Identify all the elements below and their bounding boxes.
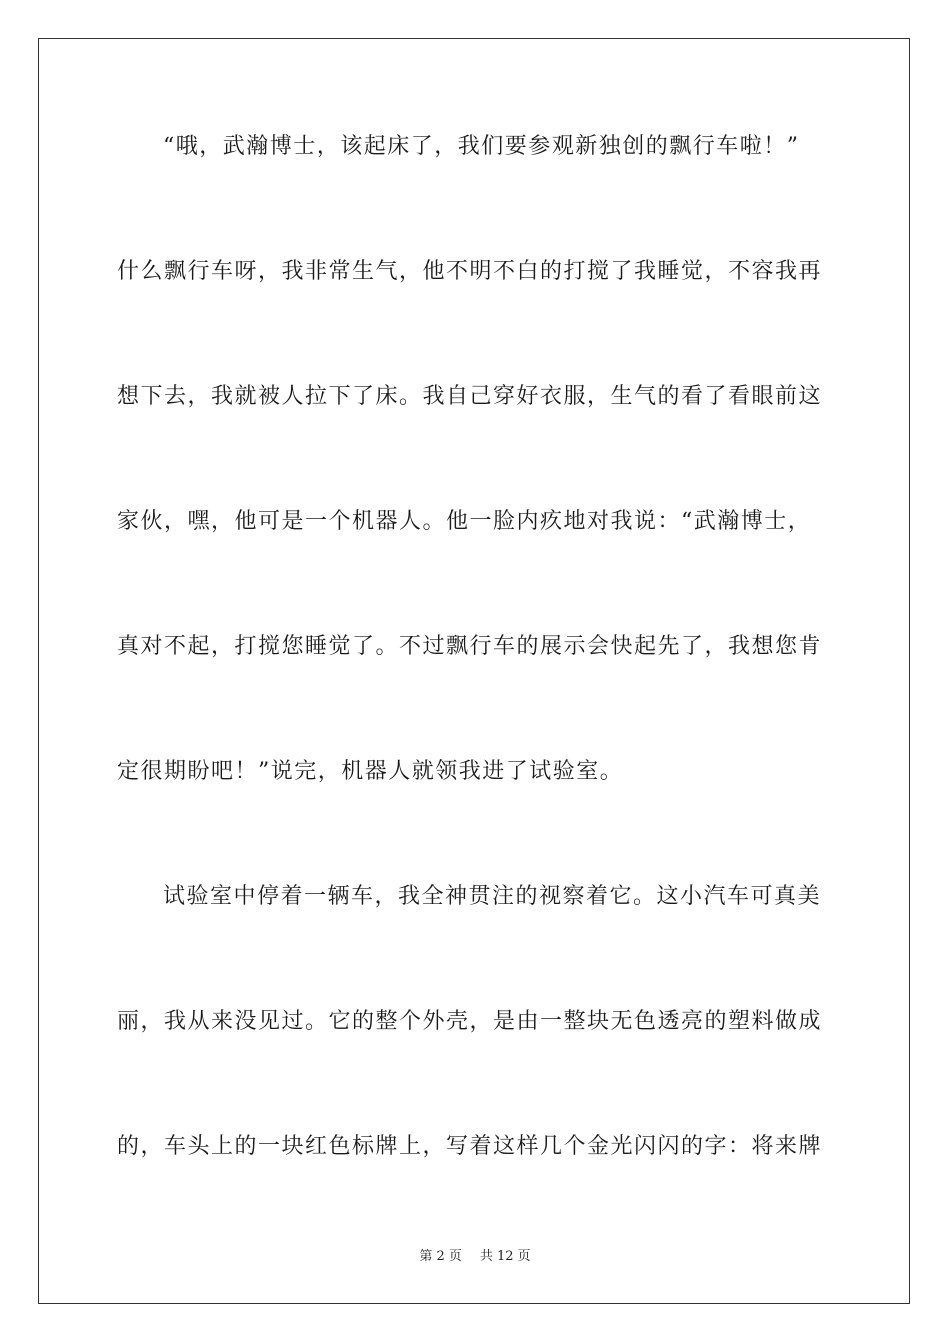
page-total: 共 12 页 [479,1249,531,1264]
paragraph-line-2: 什么飘行车呀，我非常生气，他不明不白的打搅了我睡觉，不容我再 [117,259,823,284]
page-footer [0,1248,950,1266]
paragraph-line-4: 家伙，嘿，他可是一个机器人。他一脸内疚地对我说：“武瀚博士， [117,509,812,534]
paragraph-line-6: 定很期盼吧！”说完，机器人就领我进了试验室。 [117,759,624,784]
paragraph-line-5: 真对不起，打搅您睡觉了。不过飘行车的展示会快起先了，我想您肯 [117,634,823,659]
page-number: 第 2 页 [419,1249,462,1264]
paragraph-line-7: 试验室中停着一辆车，我全神贯注的视察着它。这小汽车可真美 [163,884,822,909]
paragraph-line-3: 想下去，我就被人拉下了床。我自己穿好衣服，生气的看了看眼前这 [117,384,823,409]
page-border [38,38,910,1304]
paragraph-line-9: 的，车头上的一块红色标牌上，写着这样几个金光闪闪的字：将来牌 [117,1134,823,1159]
paragraph-line-1: “哦，武瀚博士，该起床了，我们要参观新独创的飘行车啦！” [163,134,800,159]
paragraph-line-8: 丽，我从来没见过。它的整个外壳，是由一整块无色透亮的塑料做成 [117,1009,823,1034]
